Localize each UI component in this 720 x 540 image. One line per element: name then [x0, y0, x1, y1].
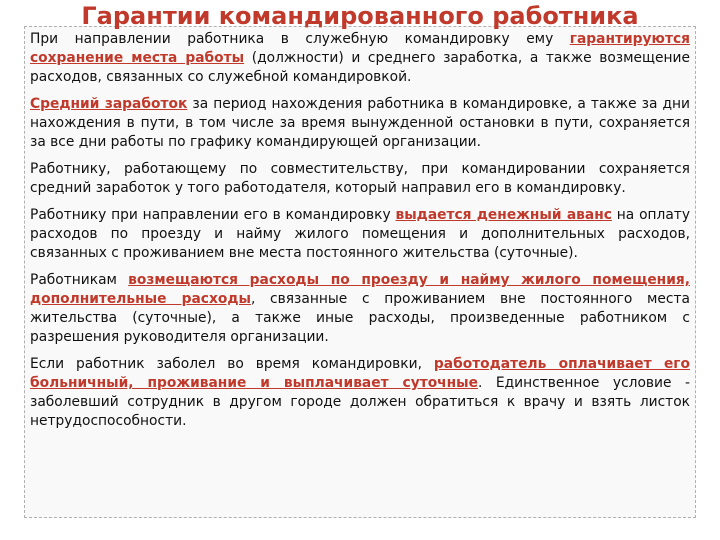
paragraph-text: за период нахождения работника в командировке, а также за дни нахождения в пути, в том числе за время вынужденной остановки в пути, сохраняется за все дни работы по графику командирующей организации. [30, 96, 690, 150]
paragraph-sick-leave [30, 355, 690, 431]
paragraph-text: Работнику при направлении его в командировку [30, 207, 396, 223]
paragraph-text: Работникам [30, 272, 129, 288]
highlight-text: гарантируются сохранение места работы [30, 31, 690, 66]
paragraph-text: на оплату расходов по проезду и найму жилого помещения и дополнительных расходов, связанных с проживанием вне места постоянного жительства (суточные). [30, 207, 691, 261]
highlight-text: работодатель оплачивает его больничный, проживание и выплачивает суточные [30, 356, 690, 391]
paragraph-text: . Единственное условие - заболевший сотрудник в другом городе должен обратиться к врачу и взять листок нетрудоспособности. [30, 375, 690, 429]
highlight-text: выдается денежный аванс [395, 207, 612, 223]
paragraph-part-time [30, 160, 690, 198]
highlight-text: возмещаются расходы по проезду и найму жилого помещения, дополнительные расходы [30, 272, 690, 307]
paragraph-guarantees [30, 30, 690, 87]
paragraph-text: Работнику, работающему по совместительству, при командировании сохраняется средний заработок у того работодателя, который направил его в командировку. [30, 161, 690, 196]
paragraph-expenses [30, 271, 690, 347]
paragraph-average-salary [30, 95, 690, 152]
slide-title: Гарантии командированного работника [81, 2, 639, 30]
paragraph-text: При направлении работника в служебную командировку ему [30, 31, 570, 47]
paragraph-advance [30, 206, 690, 263]
slide-body [30, 30, 690, 439]
paragraph-text: Если работник заболел во время командировки, [30, 356, 434, 372]
highlight-text: Средний заработок [30, 96, 188, 112]
paragraph-text: (должности) и среднего заработка, а также возмещение расходов, связанных со служебной командировкой. [30, 50, 690, 85]
paragraph-text: , связанные с проживанием вне постоянного места жительства (суточные), а также иные расходы, произведенные работником с разрешения руководителя организации. [30, 291, 691, 345]
